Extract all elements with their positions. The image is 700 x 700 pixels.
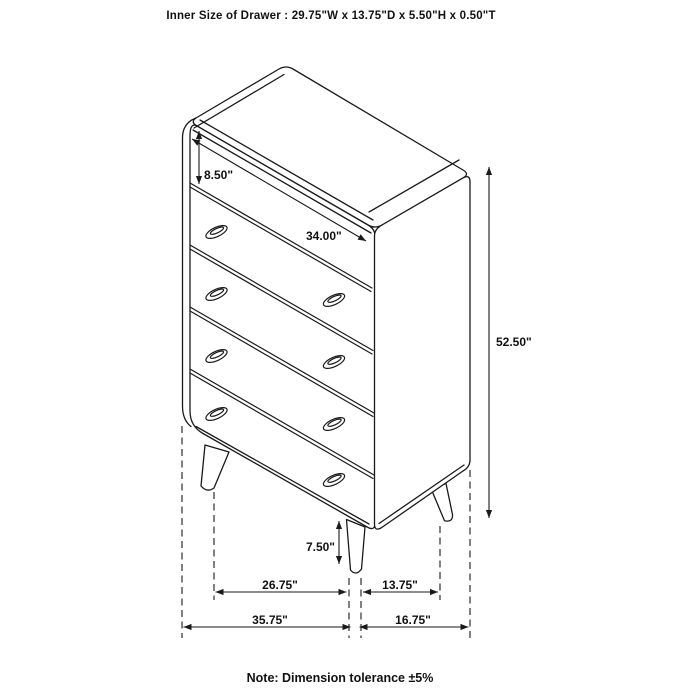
dimension-label-front-leg-span: 26.75" [262, 578, 298, 592]
tolerance-note: Note: Dimension tolerance ±5% [246, 671, 434, 685]
dimension-label-overall-width: 35.75" [252, 613, 288, 627]
chest-side-face [375, 177, 471, 529]
front-center-leg [347, 520, 366, 574]
dimension-label-overall-height: 52.50" [496, 335, 532, 349]
dimension-label-overall-depth: 16.75" [395, 613, 431, 627]
dimension-label-top-width: 34.00" [306, 229, 342, 243]
front-left-leg [201, 445, 229, 490]
dimension-label-leg-height: 7.50" [305, 540, 335, 554]
dimension-label-side-leg-span: 13.75" [382, 578, 418, 592]
dimension-label-top-panel-height: 8.50" [204, 168, 234, 182]
page-title: Inner Size of Drawer : 29.75"W x 13.75"D x 5.50"H x 0.50"T [166, 10, 496, 22]
